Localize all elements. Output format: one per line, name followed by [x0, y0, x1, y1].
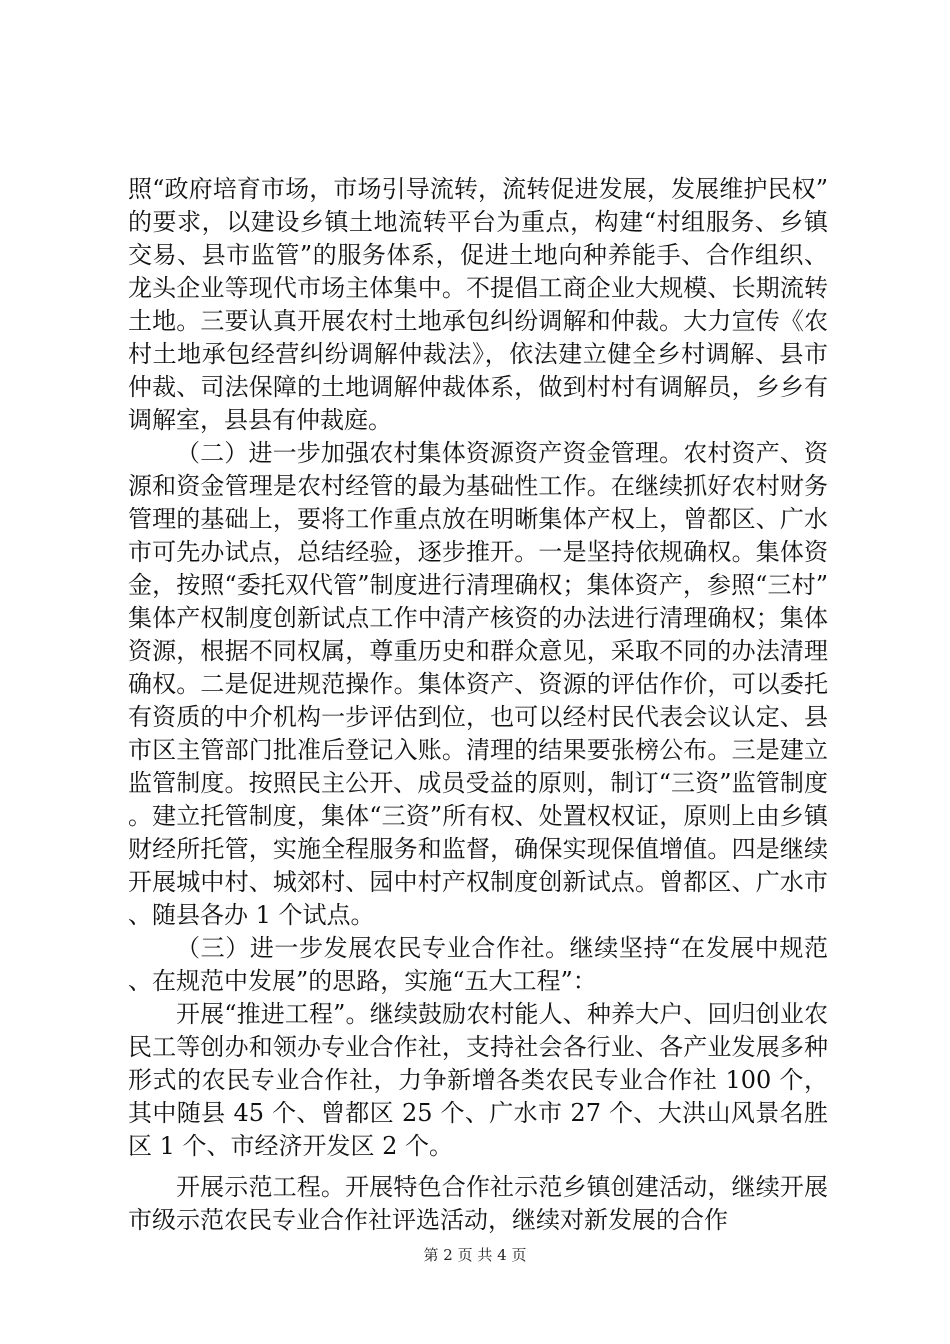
body-text [128, 173, 828, 1237]
paragraph-land-transfer: 照“政府培育市场，市场引导流转，流转促进发展，发展维护民权”的要求，以建设乡镇土地流转平台为重点，构建“村组服务、乡镇交易、县市监管”的服务体系，促进土地向种养能手、合作组织、龙头企业等现代市场主体集中。不提倡工商企业大规模、长期流转土地。三要认真开展农村土地承包纠纷调解和仲裁。大力宣传《农村土地承包经营纠纷调解仲裁法》，依法建立健全乡村调解、县市仲裁、司法保障的土地调解仲裁体系，做到村村有调解员，乡乡有调解室，县县有仲裁庭。 [128, 175, 828, 434]
paragraph-collective-assets: （二）进一步加强农村集体资源资产资金管理。农村资产、资源和资金管理是农村经管的最为基础性工作。在继续抓好农村财务管理的基础上，要将工作重点放在明晰集体产权上，曾都区、广水市可先办试点，总结经验，逐步推开。一是坚持依规确权。集体资金，按照“委托双代管”制度进行清理确权；集体资产，参照“三村”集体产权制度创新试点工作中清产核资的办法进行清理确权；集体资源，根据不同权属，尊重历史和群众意见，采取不同的办法清理确权。二是促进规范操作。集体资产、资源的评估作价，可以委托有资质的中介机构一步评估到位，也可以经村民代表会议认定、县市区主管部门批准后登记入账。清理的结果要张榜公布。三是建立监管制度。按照民主公开、成员受益的原则，制订“三资”监管制度。建立托管制度，集体“三资”所有权、处置权权证，原则上由乡镇财经所托管，实施全程服务和监督，确保实现保值增值。四是继续开展城中村、城郊村、园中村产权制度创新试点。曾都区、广水市、随县各办 1 个试点。 [128, 439, 828, 929]
page-footer: 第 2 页 共 4 页 [423, 1246, 527, 1264]
paragraph-promotion-project: 开展“推进工程”。继续鼓励农村能人、种养大户、回归创业农民工等创办和领办专业合作社，支持社会各行业、各产业发展多种形式的农民专业合作社，力争新增各类农民专业合作社 100 个，其中随县 45 个、曾都区 25 个、广水市 27 个、大洪山风景名胜区 1 个、市经济开发区 2 个。 [128, 1000, 828, 1160]
paragraph-cooperatives-intro: （三）进一步发展农民专业合作社。继续坚持“在发展中规范、在规范中发展”的思路，实施“五大工程”： [128, 934, 828, 995]
paragraph-demonstration-project: 开展示范工程。开展特色合作社示范乡镇创建活动，继续开展市级示范农民专业合作社评选活动，继续对新发展的合作 [128, 1173, 828, 1234]
